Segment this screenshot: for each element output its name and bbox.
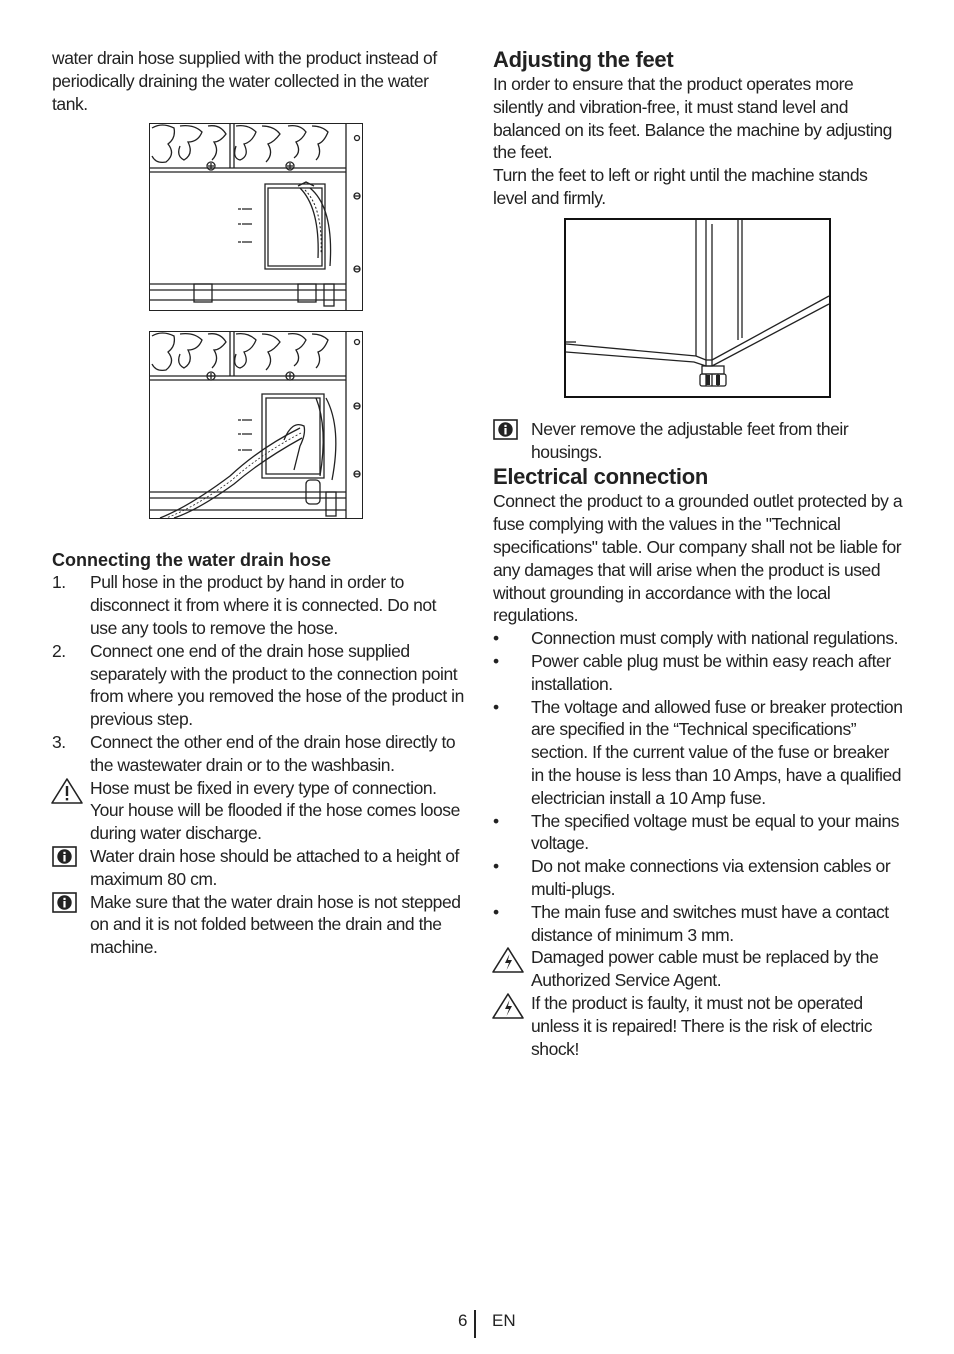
bullet-text: The voltage and allowed fuse or breaker protection are specified in the “Technical specifications” section. If the current value of the fuse or breaker in the house is less than 10 Amps, have a qualified electrician install a 10 Amp fuse.: [531, 696, 903, 808]
list-item: [493, 696, 905, 810]
drain-hose-illustration-1: [150, 124, 362, 310]
shock-warning-faulty: [493, 992, 905, 1060]
page-footer: [0, 1310, 954, 1338]
language-code: EN: [492, 1311, 516, 1330]
electrical-bullets: [493, 627, 905, 946]
info-icon: [52, 892, 77, 913]
bullet: •: [493, 650, 499, 671]
footer-divider: [474, 1310, 476, 1338]
step-item: [52, 571, 464, 639]
step-item: [52, 640, 464, 731]
list-item: [493, 810, 905, 856]
list-item: [493, 855, 905, 901]
shock-warning-text: If the product is faulty, it must not be operated unless it is repaired! There is the risk of electric shock!: [531, 992, 873, 1059]
step-text: Pull hose in the product by hand in order to disconnect it from where it is connected. Do not use any tools to remove the hose.: [90, 572, 437, 638]
electrical-intro: Connect the product to a grounded outlet protected by a fuse complying with the values in the "Technical specifications" table. Our company shall not be liable for any damages that will arise when the product is used without grounding in accordance with the local regulations.: [493, 491, 903, 626]
info-text: Make sure that the water drain hose is not stepped on and it is not folded between the drain and the machine.: [90, 891, 461, 958]
bullet-text: Power cable plug must be within easy reach after installation.: [531, 650, 891, 694]
bullet-text: The main fuse and switches must have a contact distance of minimum 3 mm.: [531, 901, 889, 945]
intro-text: water drain hose supplied with the product instead of periodically draining the water collected in the water tank.: [52, 48, 437, 114]
info-text: Water drain hose should be attached to a height of maximum 80 cm.: [90, 845, 459, 889]
connecting-hose-heading: Connecting the water drain hose: [52, 550, 332, 571]
step-number: 2.: [52, 640, 66, 661]
info-text: Never remove the adjustable feet from their housings.: [531, 418, 849, 462]
feet-paragraph: In order to ensure that the product operates more silently and vibration-free, it must stand level and balanced on its feet. Balance the machine by adjusting the feet.: [493, 74, 892, 163]
left-column: [52, 47, 464, 959]
hose-warning-note: [52, 777, 464, 845]
step-text: Connect the other end of the drain hose directly to the wastewater drain or to the washbasin.: [90, 731, 456, 775]
bullet: •: [493, 628, 499, 649]
drain-hose-figure-connected: [149, 331, 363, 519]
electric-shock-icon: [491, 946, 525, 974]
step-item: [52, 731, 464, 777]
adjustable-feet-figure: [564, 218, 831, 398]
right-column: [493, 47, 905, 1060]
info-note-height: [52, 845, 464, 891]
drain-hose-steps: [52, 571, 464, 776]
bullet: •: [493, 901, 499, 922]
warning-text: Hose must be fixed in every type of connection. Your house will be flooded if the hose comes loose during water discharge.: [90, 777, 460, 844]
drain-hose-figure-stowed: [149, 123, 363, 311]
info-icon: [52, 846, 77, 867]
info-note-folding: [52, 891, 464, 959]
electric-shock-icon: [491, 992, 525, 1020]
step-number: 1.: [52, 572, 66, 593]
list-item: [493, 901, 905, 947]
bullet: •: [493, 696, 499, 717]
warning-icon: [50, 777, 84, 805]
adjusting-feet-heading: Adjusting the feet: [493, 47, 674, 72]
feet-info-note: [493, 418, 905, 464]
electrical-connection-heading: Electrical connection: [493, 464, 708, 490]
list-item: [493, 627, 905, 650]
list-item: [493, 650, 905, 696]
feet-paragraph: Turn the feet to left or right until the machine stands level and firmly.: [493, 165, 868, 208]
bullet-text: Connection must comply with national regulations.: [531, 628, 899, 649]
bullet-text: The specified voltage must be equal to your mains voltage.: [531, 810, 900, 854]
info-icon: [493, 419, 518, 440]
bullet-text: Do not make connections via extension cables or multi-plugs.: [531, 856, 891, 899]
page-number: 6: [458, 1311, 468, 1330]
step-text: Connect one end of the drain hose supplied separately with the product to the connection point from where you removed the hose of the product in previous step.: [90, 640, 464, 730]
shock-warning-cable: [493, 946, 905, 992]
step-number: 3.: [52, 731, 66, 752]
drain-hose-illustration-2: [150, 332, 362, 518]
bullet: •: [493, 856, 499, 877]
bullet: •: [493, 810, 499, 831]
adjustable-foot-illustration: [566, 220, 829, 396]
shock-warning-text: Damaged power cable must be replaced by the Authorized Service Agent.: [531, 947, 879, 991]
